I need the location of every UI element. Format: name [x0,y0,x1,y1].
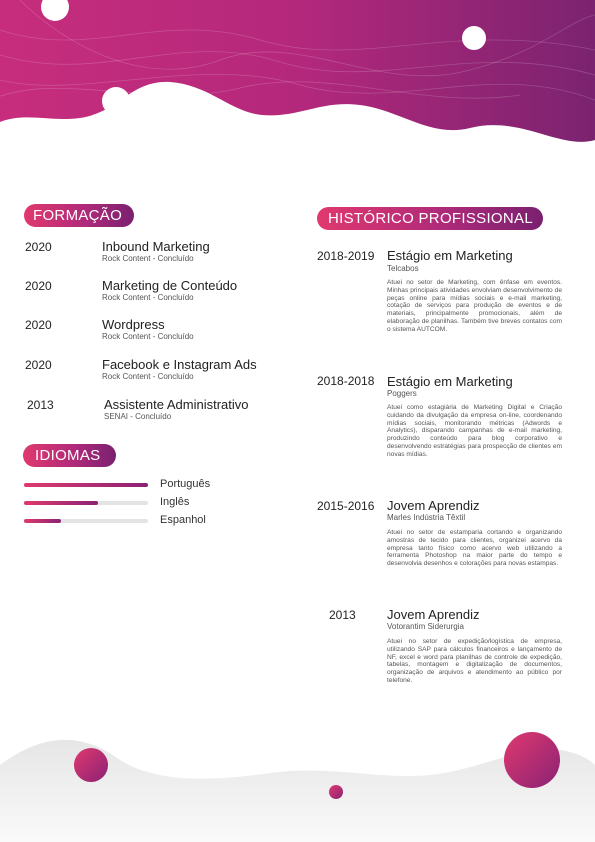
decor-circle [74,748,108,782]
language-name: Inglês [160,496,190,508]
section-title-education: FORMAÇÃO [24,204,134,227]
decor-circle [462,26,486,50]
job-description: Atuei no setor de Marketing, com ênfase em eventos. Minhas principais atividades envolviam desenvolvimento de peças online para mídias sociais e e-mail marketing, cotação de serviços para produção de eventos e de materiais, principalmente promocionais, além de elaboração de planilhas. Também tive breves contatos com o sistema AUTCOM. [387,279,562,333]
decor-circle [504,732,560,788]
education-title: Wordpress [102,317,165,332]
job-company: Votorantim Siderurgia [387,622,464,631]
language-name: Espanhol [160,514,206,526]
footer-wave-decoration [0,725,595,842]
language-level-fill [24,501,98,505]
education-institution: SENAI - Concluído [104,412,172,421]
education-year: 2020 [25,279,52,293]
job-company: Telcabos [387,264,419,273]
education-title: Assistente Administrativo [104,397,249,412]
education-title: Marketing de Conteúdo [102,278,238,293]
job-period: 2015-2016 [317,499,375,513]
education-year: 2020 [25,318,52,332]
education-institution: Rock Content - Concluído [102,254,194,263]
language-level-fill [24,519,61,523]
language-level-bar [24,519,148,523]
education-year: 2020 [25,358,52,372]
language-level-bar [24,501,148,505]
job-role: Jovem Aprendiz [387,607,480,622]
language-level-bar [24,483,148,487]
education-title: Facebook e Instagram Ads [102,357,257,372]
job-company: Poggers [387,389,417,398]
decor-circle [102,87,130,115]
language-name: Português [160,478,211,490]
header-wave-decoration [0,0,595,150]
job-period: 2018-2018 [317,374,375,388]
section-title-languages: IDIOMAS [23,444,116,467]
job-role: Jovem Aprendiz [387,498,480,513]
education-title: Inbound Marketing [102,239,210,254]
job-description: Atuei no setor de estamparia cortando e organizando amostras de tecido para clientes, organizei acervo da empresa tanto físico como acervo web utilizando a ferramenta Photoshop na maior parte do tempo e desenvolvia desenhos e colorações para novas estampas. [387,529,562,568]
section-title-history: HISTÓRICO PROFISSIONAL [317,207,543,230]
education-institution: Rock Content - Concluído [102,372,194,381]
education-year: 2020 [25,240,52,254]
education-institution: Rock Content - Concluído [102,332,194,341]
education-institution: Rock Content - Concluído [102,293,194,302]
language-level-fill [24,483,148,487]
education-year: 2013 [27,398,54,412]
job-role: Estágio em Marketing [387,248,513,263]
job-description: Atuei como estagiária de Marketing Digital e Criação cuidando da divulgação da empresa on-line, coordenando mídias sociais, monitorando métricas (Adwords e Analytics), disparando campanhas de e-mail marketing, produzindo conteúdo para blog corporativo e desenvolvendo estratégias para prospecção de clientes em novas mídias. [387,404,562,458]
job-company: Marles Indústria Têxtil [387,513,466,522]
job-role: Estágio em Marketing [387,374,513,389]
job-period: 2013 [329,608,356,622]
job-period: 2018-2019 [317,249,375,263]
decor-circle [329,785,343,799]
job-description: Atuei no setor de expedição/logística de empresa, utilizando SAP para cálculos financeiros e lançamento de NF, excel e word para planilhas de controle de expedição, tabelas, montagem e digitalização de documentos, organização de arquivos e atendimento ao público por telefone. [387,638,562,684]
